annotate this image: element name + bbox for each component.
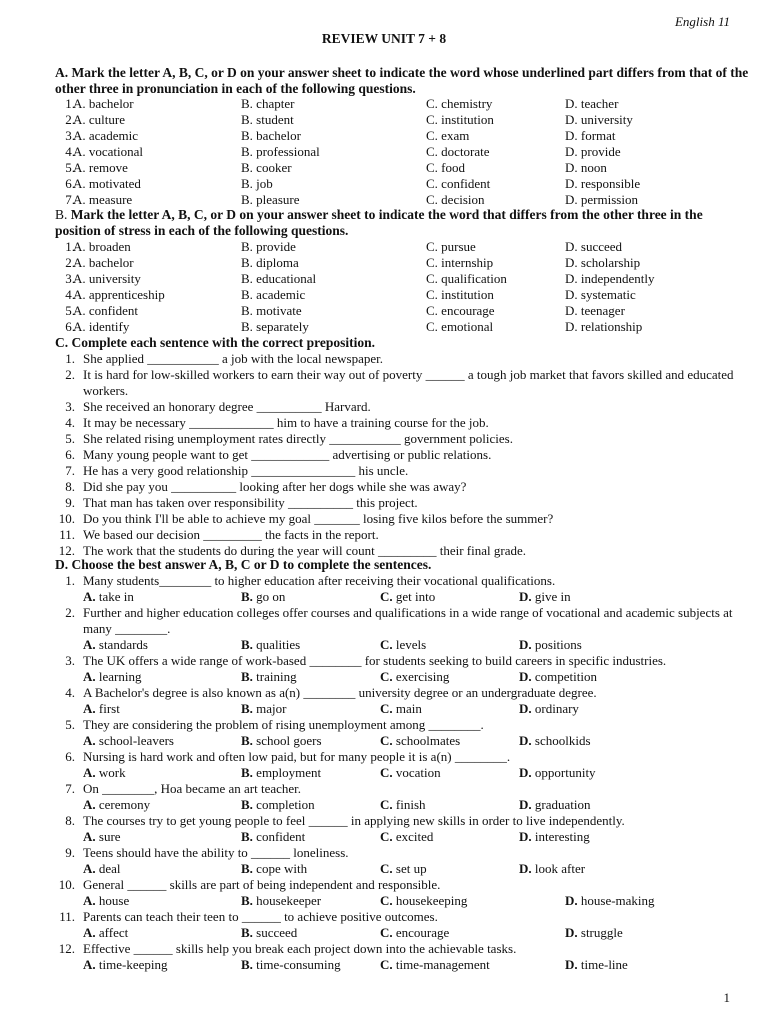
question-number: 12. [58,543,75,558]
option-c: C. food [426,160,465,175]
option-c: C. qualification [426,271,507,286]
option-text: succeed [256,925,298,940]
option-text: positions [534,637,582,652]
option-d [565,925,623,941]
question-number: 2. [65,605,75,620]
option-a [83,957,167,973]
option-text: exercising [395,669,450,684]
option-a [83,701,120,717]
question-number: 8. [65,813,75,828]
option-text: go on [256,589,286,604]
option-letter: B. [241,829,253,844]
option-a: A. culture [73,112,125,127]
option-letter: D. [519,765,532,780]
question-number: 9. [65,495,75,510]
option-c: C. confident [426,176,491,191]
option-letter: B. [241,765,253,780]
option-a [83,925,128,941]
option-text: interesting [534,829,590,844]
option-b: B. diploma [241,255,299,270]
option-letter: B. [241,637,253,652]
option-a: A. broaden [73,239,131,254]
option-a: A. bachelor [73,255,134,270]
question-number: 6. [65,447,75,462]
option-text: housekeeper [256,893,322,908]
option-letter: C. [380,669,393,684]
option-text: cope with [256,861,308,876]
question-number: 5. [65,160,75,175]
pronunciation-row [55,144,751,160]
question-text: They are considering the problem of rising unemployment among ________. [83,717,484,732]
question-text: It is hard for low-skilled workers to earn their way out of poverty ______ a tough job market that favors skilled and educated workers. [83,367,734,398]
option-a: A. vocational [73,144,144,159]
mcq-options [55,925,751,941]
option-a: A. confident [73,303,138,318]
question-number: 7. [65,781,75,796]
option-a [83,797,150,813]
option-text: competition [534,669,597,684]
option-c [380,765,441,781]
option-letter: A. [83,701,96,716]
option-text: time-consuming [256,957,341,972]
option-letter: A. [83,893,96,908]
option-b [241,669,297,685]
option-text: deal [98,861,121,876]
option-d: D. permission [565,192,638,207]
option-c [380,733,460,749]
option-text: graduation [534,797,591,812]
stress-row [55,287,751,303]
option-c: C. emotional [426,319,494,334]
question-number: 10. [58,877,75,892]
option-letter: C. [380,829,393,844]
option-d: D. responsible [565,176,641,191]
option-text: schoolkids [534,733,591,748]
question-number: 1. [65,239,75,254]
option-letter: D. [565,893,578,908]
option-a [83,861,121,877]
option-d: D. university [565,112,633,127]
option-letter: D. [519,637,532,652]
option-letter: A. [83,829,96,844]
option-a: A. apprenticeship [73,287,165,302]
option-d: D. scholarship [565,255,641,270]
option-text: schoolmates [395,733,461,748]
mcq-options [55,637,751,653]
option-letter: A. [83,925,96,940]
option-letter: D. [565,925,578,940]
mcq-options [55,589,751,605]
option-a [83,637,148,653]
option-text: opportunity [534,765,596,780]
option-b: B. provide [241,239,296,254]
option-text: finish [395,797,426,812]
option-letter: A. [83,733,96,748]
question-text: Parents can teach their teen to ______ to achieve positive outcomes. [83,909,438,924]
option-b: B. motivate [241,303,302,318]
option-d: D. relationship [565,319,643,334]
option-b [241,765,321,781]
question-text: Do you think I'll be able to achieve my goal _______ losing five kilos before the summer? [83,511,554,526]
option-a: A. identify [73,319,130,334]
option-text: main [395,701,422,716]
option-c [380,925,449,941]
mcq-options [55,701,751,717]
option-text: struggle [580,925,623,940]
option-text: take in [98,589,134,604]
question-number: 6. [65,749,75,764]
option-letter: D. [519,733,532,748]
option-b: B. job [241,176,273,191]
option-text: confident [256,829,306,844]
option-letter: B. [241,589,253,604]
question-number: 2. [65,112,75,127]
option-c [380,893,467,909]
pronunciation-row [55,192,751,208]
option-text: look after [534,861,586,876]
option-letter: C. [380,765,393,780]
option-a: A. university [73,271,141,286]
question-number: 4. [65,287,75,302]
option-a [83,733,174,749]
option-c: C. pursue [426,239,476,254]
option-b: B. chapter [241,96,295,111]
question-text: Nursing is hard work and often low paid, but for many people it is a(n) ________. [83,749,511,764]
option-letter: C. [380,797,393,812]
option-a [83,669,141,685]
option-d: D. provide [565,144,621,159]
question-number: 9. [65,845,75,860]
question-number: 12. [58,941,75,956]
question-number: 5. [65,303,75,318]
option-letter: B. [241,925,253,940]
question-number: 4. [65,415,75,430]
question-number: 1. [65,96,75,111]
option-text: get into [395,589,436,604]
question-text: Many young people want to get ____________ advertising or public relations. [83,447,492,462]
option-letter: C. [380,925,393,940]
option-a [83,589,134,605]
question-text: It may be necessary _____________ him to have a training course for the job. [83,415,489,430]
option-b: B. academic [241,287,306,302]
option-text: qualities [256,637,301,652]
option-b [241,637,300,653]
option-text: vocation [395,765,441,780]
pronunciation-row [55,176,751,192]
option-text: major [256,701,287,716]
option-text: excited [395,829,434,844]
option-d [519,861,585,877]
question-number: 3. [65,399,75,414]
option-letter: A. [83,797,96,812]
question-text: The courses try to get young people to feel ______ in applying new skills in order to live independently. [83,813,625,828]
question-number: 1. [65,573,75,588]
mcq-options [55,733,751,749]
option-a [83,765,126,781]
question-text: A Bachelor's degree is also known as a(n) ________ university degree or an undergraduate degree. [83,685,597,700]
option-c: C. doctorate [426,144,490,159]
option-b [241,957,341,973]
question-number: 3. [65,271,75,286]
option-a: A. bachelor [73,96,134,111]
option-text: ceremony [98,797,151,812]
option-a: A. remove [73,160,128,175]
section-b-lead: B. [55,207,71,222]
stress-row [55,271,751,287]
option-c: C. decision [426,192,485,207]
option-text: first [98,701,120,716]
page-number: 1 [723,990,730,1005]
question-number: 5. [65,717,75,732]
option-d [519,669,597,685]
question-text: That man has taken over responsibility __________ this project. [83,495,418,510]
option-letter: D. [519,861,532,876]
option-text: completion [256,797,315,812]
option-text: learning [98,669,142,684]
option-letter: D. [519,797,532,812]
question-text: Teens should have the ability to ______ loneliness. [83,845,349,860]
question-number: 3. [65,653,75,668]
option-letter: C. [380,893,393,908]
question-text: She related rising unemployment rates directly ___________ government policies. [83,431,513,446]
pronunciation-row [55,96,751,112]
option-letter: B. [241,797,253,812]
option-text: standards [98,637,148,652]
option-text: work [98,765,126,780]
question-text: Effective ______ skills help you break each project down into the achievable tasks. [83,941,517,956]
option-text: school goers [256,733,322,748]
subject-label: English 11 [674,14,730,29]
question-text: General ______ skills are part of being independent and responsible. [83,877,441,892]
section-c-heading: C. Complete each sentence with the correct preposition. [55,335,376,350]
option-text: affect [98,925,129,940]
option-b [241,893,321,909]
option-text: levels [395,637,427,652]
mcq-options [55,861,751,877]
mcq-options [55,957,751,973]
question-number: 6. [65,319,75,334]
option-b [241,701,287,717]
question-number: 10. [58,511,75,526]
option-c [380,957,490,973]
question-text: Did she pay you __________ looking after her dogs while she was away? [83,479,467,494]
question-number: 6. [65,176,75,191]
option-b [241,925,297,941]
option-a [83,829,121,845]
option-d: D. format [565,128,616,143]
option-text: house [98,893,130,908]
option-b [241,589,285,605]
option-a: A. motivated [73,176,141,191]
option-b [241,733,322,749]
option-b: B. professional [241,144,320,159]
option-d [519,797,590,813]
option-b: B. cooker [241,160,292,175]
option-d: D. teenager [565,303,625,318]
option-letter: A. [83,637,96,652]
question-number: 4. [65,685,75,700]
option-text: encourage [395,925,450,940]
option-b: B. bachelor [241,128,301,143]
stress-row [55,255,751,271]
mcq-options [55,829,751,845]
question-text: The work that the students do during the year will count _________ their final grade. [83,543,526,558]
option-text: ordinary [534,701,579,716]
option-c: C. exam [426,128,470,143]
option-c [380,637,426,653]
question-text: He has a very good relationship ________________ his uncle. [83,463,409,478]
question-number: 11. [59,909,75,924]
question-text: Many students________ to higher education after receiving their vocational qualifications. [83,573,556,588]
option-letter: B. [241,733,253,748]
option-c: C. institution [426,287,494,302]
option-letter: D. [519,829,532,844]
option-b [241,861,307,877]
option-text: set up [395,861,427,876]
option-d [519,589,571,605]
section-b-heading [55,207,751,238]
option-d [565,893,655,909]
question-number: 7. [65,192,75,207]
option-b: B. educational [241,271,317,286]
question-number: 11. [59,527,75,542]
option-text: training [256,669,297,684]
mcq-options [55,765,751,781]
option-letter: A. [83,589,96,604]
option-a: A. measure [73,192,133,207]
option-d: D. teacher [565,96,619,111]
stress-row [55,303,751,319]
option-d: D. succeed [565,239,623,254]
option-letter: D. [519,701,532,716]
option-text: give in [534,589,571,604]
stress-row [55,319,751,335]
question-text: We based our decision _________ the facts in the report. [83,527,379,542]
option-letter: C. [380,733,393,748]
option-letter: C. [380,589,393,604]
option-a: A. academic [73,128,138,143]
option-c [380,701,422,717]
option-text: time-line [580,957,628,972]
option-letter: B. [241,893,253,908]
option-b [241,797,315,813]
option-b: B. pleasure [241,192,300,207]
option-letter: B. [241,861,253,876]
option-letter: D. [519,589,532,604]
option-d [519,637,582,653]
option-d: D. independently [565,271,655,286]
option-d: D. systematic [565,287,636,302]
option-letter: C. [380,637,393,652]
option-d [519,701,579,717]
option-letter: B. [241,701,253,716]
option-letter: A. [83,861,96,876]
option-b: B. separately [241,319,309,334]
option-letter: B. [241,669,253,684]
question-text: She applied ___________ a job with the local newspaper. [83,351,384,366]
option-c [380,669,449,685]
option-text: sure [98,829,121,844]
option-c: C. internship [426,255,494,270]
stress-row [55,239,751,255]
mcq-options [55,893,751,909]
option-letter: A. [83,765,96,780]
mcq-options [55,797,751,813]
page-title: REVIEW UNIT 7 + 8 [321,31,447,46]
option-text: employment [256,765,322,780]
option-d [565,957,628,973]
option-d [519,765,596,781]
option-text: school-leavers [98,733,174,748]
option-d: D. noon [565,160,607,175]
question-text: The UK offers a wide range of work-based ________ for students seeking to build careers in specific industries. [83,653,667,668]
mcq-options [55,669,751,685]
section-b-heading-text: Mark the letter A, B, C, or D on your answer sheet to indicate the word that differs from the other three in the position of stress in each of the following questions. [55,207,703,238]
question-number: 4. [65,144,75,159]
option-c: C. encourage [426,303,495,318]
option-c [380,589,435,605]
option-letter: C. [380,861,393,876]
pronunciation-row [55,112,751,128]
option-letter: D. [519,669,532,684]
option-letter: C. [380,701,393,716]
option-d [519,829,590,845]
question-number: 1. [65,351,75,366]
option-letter: A. [83,669,96,684]
option-c: C. chemistry [426,96,493,111]
question-number: 8. [65,479,75,494]
question-number: 7. [65,463,75,478]
pronunciation-row [55,128,751,144]
option-a [83,893,129,909]
option-c [380,861,427,877]
option-letter: D. [565,957,578,972]
option-d [519,733,591,749]
question-text: She received an honorary degree __________ Harvard. [83,399,371,414]
question-text: On ________, Hoa became an art teacher. [83,781,302,796]
question-number: 3. [65,128,75,143]
option-letter: C. [380,957,393,972]
option-c [380,797,426,813]
question-number: 5. [65,431,75,446]
question-number: 2. [65,367,75,382]
question-number: 2. [65,255,75,270]
option-text: time-management [395,957,490,972]
section-d-heading: D. Choose the best answer A, B, C or D to complete the sentences. [55,557,432,572]
section-a-heading: A. Mark the letter A, B, C, or D on your answer sheet to indicate the word whose underlined part differs from that of the other three in pronunciation in each of the following questions. [55,65,749,96]
option-text: housekeeping [395,893,468,908]
option-c [380,829,433,845]
option-c: C. institution [426,112,494,127]
option-text: house-making [580,893,655,908]
option-letter: A. [83,957,96,972]
option-b [241,829,305,845]
option-text: time-keeping [98,957,168,972]
question-text: Further and higher education colleges offer courses and qualifications in a wide range of vocational and academic subjects at many ________. [83,605,733,636]
option-b: B. student [241,112,294,127]
pronunciation-row [55,160,751,176]
option-letter: B. [241,957,253,972]
